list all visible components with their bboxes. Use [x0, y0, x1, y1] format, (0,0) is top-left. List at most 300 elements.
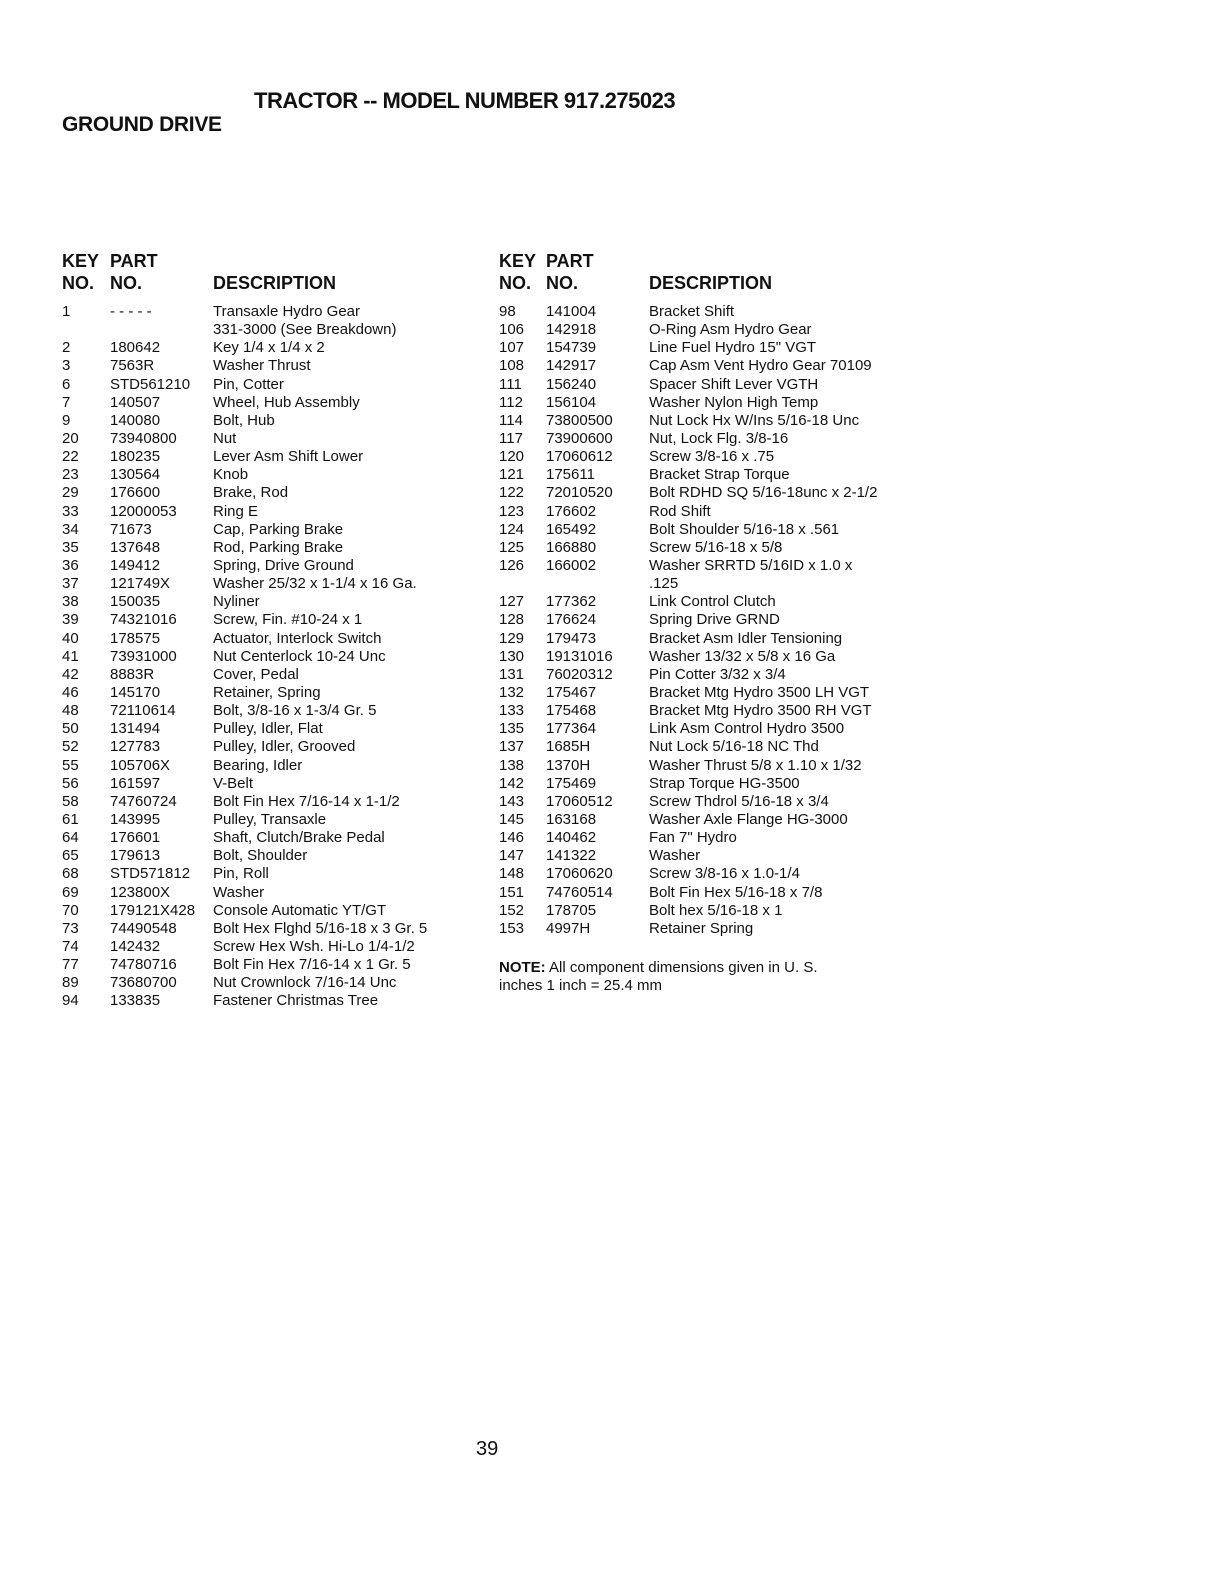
key-number: 117	[499, 429, 523, 447]
key-number: 148	[499, 865, 525, 883]
parts-row	[62, 666, 472, 684]
part-number: 177362	[546, 593, 597, 611]
parts-row	[62, 303, 472, 321]
key-number: 33	[62, 502, 79, 520]
parts-row	[499, 738, 919, 756]
key-number: 7	[62, 393, 71, 411]
key-number: 9	[62, 411, 71, 429]
parts-row	[62, 575, 472, 593]
part-number: 142917	[546, 357, 597, 375]
parts-row	[62, 720, 472, 738]
part-description: Spring, Drive Ground	[213, 556, 354, 574]
part-description: Spacer Shift Lever VGTH	[649, 375, 819, 393]
part-description: Transaxle Hydro Gear	[213, 303, 360, 320]
part-number: STD571812	[110, 865, 191, 883]
part-description: Washer	[213, 883, 265, 901]
parts-row	[499, 630, 919, 648]
part-description: Washer Thrust	[213, 357, 311, 375]
part-description: Fastener Christmas Tree	[213, 992, 379, 1010]
parts-row	[62, 321, 472, 339]
part-description: Nut Centerlock 10-24 Unc	[213, 647, 386, 665]
parts-row	[499, 720, 919, 738]
parts-row	[499, 829, 919, 847]
key-number: 153	[499, 919, 525, 937]
part-number: - - - - -	[110, 303, 152, 320]
part-number: 176601	[110, 829, 161, 847]
part-number: 179613	[110, 847, 161, 865]
part-description: Bolt Fin Hex 7/16-14 x 1 Gr. 5	[213, 956, 411, 974]
key-number: 135	[499, 720, 525, 738]
part-number: 156104	[546, 393, 597, 411]
key-number: 56	[62, 774, 79, 792]
key-number: 34	[62, 520, 79, 538]
header-key-label: KEY	[62, 251, 100, 271]
note-label: NOTE:	[499, 959, 546, 976]
part-description: Washer 13/32 x 5/8 x 16 Ga	[649, 647, 836, 665]
parts-row	[62, 702, 472, 720]
parts-row	[499, 376, 919, 394]
parts-row	[62, 339, 472, 357]
part-description: Nyliner	[213, 593, 260, 611]
part-number: 73900600	[546, 429, 613, 447]
part-description: Bolt Shoulder 5/16-18 x .561	[649, 520, 840, 538]
key-number: 29	[62, 484, 79, 502]
key-number: 74	[62, 937, 79, 955]
part-description: Wheel, Hub Assembly	[213, 393, 360, 411]
key-number: 98	[499, 303, 516, 320]
parts-row	[499, 575, 919, 593]
parts-row	[62, 357, 472, 375]
part-number: 1370H	[546, 756, 591, 774]
part-number: 140507	[110, 393, 161, 411]
part-number: 177364	[546, 720, 597, 738]
part-description: Rod Shift	[649, 502, 711, 520]
parts-row	[62, 775, 472, 793]
parts-row	[62, 557, 472, 575]
key-number: 129	[499, 629, 525, 647]
key-number: 58	[62, 792, 79, 810]
part-description: Cap Asm Vent Hydro Gear 70109	[649, 357, 872, 375]
part-number: 142432	[110, 937, 161, 955]
part-description: Strap Torque HG-3500	[649, 774, 800, 792]
key-number: 23	[62, 466, 79, 484]
key-number: 65	[62, 847, 79, 865]
part-number: 143995	[110, 810, 161, 828]
part-number: 156240	[546, 375, 597, 393]
key-number: 2	[62, 339, 71, 357]
part-description: 331-3000 (See Breakdown)	[213, 321, 397, 339]
parts-row	[499, 684, 919, 702]
part-number: 73800500	[546, 411, 613, 429]
key-number: 138	[499, 756, 525, 774]
part-description: Nut Lock Hx W/Ins 5/16-18 Unc	[649, 411, 860, 429]
key-number: 147	[499, 847, 525, 865]
key-number: 111	[499, 375, 522, 393]
parts-row	[499, 521, 919, 539]
header-key-no-label: NO.	[499, 273, 532, 293]
key-number: 130	[499, 647, 525, 665]
key-number: 106	[499, 321, 525, 339]
parts-row	[62, 412, 472, 430]
key-number: 6	[62, 375, 71, 393]
parts-row	[62, 992, 472, 1010]
key-number: 89	[62, 974, 79, 992]
part-description: Screw 3/8-16 x 1.0-1/4	[649, 865, 800, 883]
part-description: Bearing, Idler	[213, 756, 303, 774]
parts-row	[499, 339, 919, 357]
parts-row	[499, 557, 919, 575]
parts-row	[62, 902, 472, 920]
part-description: Nut Crownlock 7/16-14 Unc	[213, 974, 397, 992]
parts-list-left	[62, 251, 472, 1010]
key-number: 131	[499, 665, 525, 683]
part-description: Pulley, Idler, Flat	[213, 720, 323, 738]
parts-row	[62, 630, 472, 648]
key-number: 39	[62, 611, 79, 629]
parts-row	[499, 321, 919, 339]
key-number: 38	[62, 593, 79, 611]
part-description: Pulley, Transaxle	[213, 810, 327, 828]
parts-row	[499, 484, 919, 502]
part-number: 161597	[110, 774, 161, 792]
parts-row	[499, 702, 919, 720]
part-number: 74760724	[110, 792, 177, 810]
part-number: 150035	[110, 593, 161, 611]
header-part-label: PART	[546, 251, 594, 271]
part-number: 127783	[110, 738, 161, 756]
part-number: 72110614	[110, 702, 176, 720]
part-description: Bracket Strap Torque	[649, 466, 790, 484]
parts-row	[62, 394, 472, 412]
part-description: O-Ring Asm Hydro Gear	[649, 321, 812, 339]
part-number: 179473	[546, 629, 597, 647]
header-key-label: KEY	[499, 251, 537, 271]
key-number: 151	[499, 883, 525, 901]
key-number: 52	[62, 738, 79, 756]
key-number: 64	[62, 829, 79, 847]
key-number: 137	[499, 738, 525, 756]
key-number: 55	[62, 756, 79, 774]
parts-row	[499, 811, 919, 829]
key-number: 41	[62, 647, 79, 665]
key-number: 107	[499, 339, 525, 357]
key-number: 94	[62, 992, 79, 1010]
key-number: 69	[62, 883, 79, 901]
key-number: 142	[499, 774, 525, 792]
parts-row	[499, 884, 919, 902]
key-number: 127	[499, 593, 525, 611]
part-number: 1685H	[546, 738, 591, 756]
key-number: 120	[499, 448, 525, 466]
key-number: 143	[499, 792, 525, 810]
part-number: 17060512	[546, 792, 613, 810]
header-part-no-label: NO.	[546, 273, 579, 293]
part-number: 8883R	[110, 665, 155, 683]
part-description: Retainer, Spring	[213, 683, 321, 701]
part-description: Link Control Clutch	[649, 593, 776, 611]
parts-row	[62, 974, 472, 992]
part-number: 140462	[546, 829, 597, 847]
part-number: 121749X	[110, 575, 171, 593]
key-number: 152	[499, 901, 525, 919]
part-number: 176600	[110, 484, 161, 502]
parts-row	[499, 303, 919, 321]
header-part-no-label: NO.	[110, 273, 143, 293]
part-number: 178705	[546, 901, 597, 919]
part-number: 133835	[110, 992, 161, 1010]
part-number: 165492	[546, 520, 597, 538]
part-description: Bolt hex 5/16-18 x 1	[649, 901, 783, 919]
page-number: 39	[476, 1438, 499, 1460]
part-number: 175467	[546, 683, 597, 701]
parts-row	[499, 648, 919, 666]
key-number: 36	[62, 556, 79, 574]
parts-row	[62, 448, 472, 466]
part-description: Brake, Rod	[213, 484, 289, 502]
part-number: 166002	[546, 556, 597, 574]
parts-row	[62, 521, 472, 539]
part-number: 175611	[546, 466, 595, 484]
part-number: 176602	[546, 502, 597, 520]
key-number: 1	[62, 303, 71, 320]
key-number: 70	[62, 901, 79, 919]
parts-row	[499, 847, 919, 865]
parts-row	[499, 865, 919, 883]
parts-row	[499, 466, 919, 484]
parts-row	[62, 484, 472, 502]
key-number: 108	[499, 357, 525, 375]
part-description: Washer SRRTD 5/16ID x 1.0 x	[649, 556, 853, 574]
part-number: 141004	[546, 303, 597, 320]
part-number: 71673	[110, 520, 152, 538]
part-description: Cap, Parking Brake	[213, 520, 344, 538]
parts-list-header	[499, 251, 919, 303]
part-description: Lever Asm Shift Lower	[213, 448, 364, 466]
key-number: 132	[499, 683, 525, 701]
part-description: Bolt, Hub	[213, 411, 275, 429]
part-description: Washer Axle Flange HG-3000	[649, 810, 848, 828]
part-number: 12000053	[110, 502, 177, 520]
key-number: 37	[62, 575, 79, 593]
key-number: 114	[499, 411, 523, 429]
part-number: 175468	[546, 702, 597, 720]
part-description: Shaft, Clutch/Brake Pedal	[213, 829, 385, 847]
key-number: 35	[62, 538, 79, 556]
header-description-label: DESCRIPTION	[213, 273, 337, 293]
part-number: 131494	[110, 720, 161, 738]
part-description: Pin Cotter 3/32 x 3/4	[649, 665, 786, 683]
part-description: Bolt Fin Hex 7/16-14 x 1-1/2	[213, 792, 400, 810]
parts-row	[62, 757, 472, 775]
part-description: Washer	[649, 847, 701, 865]
parts-row	[62, 829, 472, 847]
part-number: 145170	[110, 683, 161, 701]
part-number: 123800X	[110, 883, 171, 901]
key-number: 112	[499, 393, 523, 411]
parts-row	[62, 884, 472, 902]
part-number: 74490548	[110, 919, 177, 937]
part-number: 17060620	[546, 865, 613, 883]
part-description: Key 1/4 x 1/4 x 2	[213, 339, 325, 357]
key-number: 124	[499, 520, 525, 538]
parts-list-header	[62, 251, 472, 303]
parts-row	[499, 920, 919, 938]
parts-row	[62, 938, 472, 956]
part-number: 180235	[110, 448, 161, 466]
part-description: V-Belt	[213, 774, 254, 792]
part-number: STD561210	[110, 375, 191, 393]
key-number: 126	[499, 556, 525, 574]
parts-row	[62, 865, 472, 883]
part-number: 154739	[546, 339, 597, 357]
parts-row	[499, 412, 919, 430]
part-description: Bolt Hex Flghd 5/16-18 x 3 Gr. 5	[213, 919, 428, 937]
part-number: 105706X	[110, 756, 171, 774]
part-number: 17060612	[546, 448, 613, 466]
page-title: TRACTOR -- MODEL NUMBER 917.275023	[254, 88, 676, 113]
part-number: 175469	[546, 774, 597, 792]
part-number: 163168	[546, 810, 597, 828]
part-number: 74780716	[110, 956, 177, 974]
key-number: 48	[62, 702, 79, 720]
part-description: Ring E	[213, 502, 259, 520]
part-description: Bracket Shift	[649, 303, 735, 320]
key-number: 20	[62, 429, 79, 447]
part-description: Bracket Mtg Hydro 3500 RH VGT	[649, 702, 872, 720]
part-description: Link Asm Control Hydro 3500	[649, 720, 845, 738]
part-description: Bolt RDHD SQ 5/16-18unc x 2-1/2	[649, 484, 878, 502]
dimension-note	[499, 959, 899, 995]
parts-row	[62, 956, 472, 974]
part-description: Retainer Spring	[649, 919, 754, 937]
part-description: Actuator, Interlock Switch	[213, 629, 382, 647]
part-description: .125	[649, 575, 679, 593]
part-number: 73680700	[110, 974, 177, 992]
parts-row	[499, 448, 919, 466]
part-number: 180642	[110, 339, 161, 357]
part-number: 130564	[110, 466, 161, 484]
part-description: Washer 25/32 x 1-1/4 x 16 Ga.	[213, 575, 417, 593]
parts-row	[62, 648, 472, 666]
part-description: Bolt, 3/8-16 x 1-3/4 Gr. 5	[213, 702, 377, 720]
part-number: 149412	[110, 556, 161, 574]
parts-row	[499, 430, 919, 448]
parts-row	[62, 684, 472, 702]
part-description: Screw 5/16-18 x 5/8	[649, 538, 783, 556]
part-description: Console Automatic YT/GT	[213, 901, 387, 919]
key-number: 121	[499, 466, 525, 484]
part-number: 73940800	[110, 429, 177, 447]
parts-row	[62, 503, 472, 521]
parts-row	[499, 503, 919, 521]
key-number: 125	[499, 538, 525, 556]
key-number: 122	[499, 484, 525, 502]
part-description: Washer Nylon High Temp	[649, 393, 819, 411]
parts-row	[62, 593, 472, 611]
part-description: Bracket Mtg Hydro 3500 LH VGT	[649, 683, 870, 701]
part-description: Nut, Lock Flg. 3/8-16	[649, 429, 789, 447]
part-description: Pulley, Idler, Grooved	[213, 738, 356, 756]
part-description: Cover, Pedal	[213, 665, 299, 683]
section-title: GROUND DRIVE	[62, 113, 222, 136]
part-number: 179121X428	[110, 901, 196, 919]
part-description: Pin, Roll	[213, 865, 269, 883]
part-number: 142918	[546, 321, 597, 339]
header-description-label: DESCRIPTION	[649, 273, 773, 293]
key-number: 3	[62, 357, 71, 375]
part-number: 141322	[546, 847, 597, 865]
part-description: Screw Hex Wsh. Hi-Lo 1/4-1/2	[213, 937, 415, 955]
part-description: Knob	[213, 466, 249, 484]
parts-row	[499, 666, 919, 684]
part-number: 166880	[546, 538, 597, 556]
key-number: 42	[62, 665, 79, 683]
parts-row	[62, 466, 472, 484]
header-part-label: PART	[110, 251, 158, 271]
parts-row	[62, 611, 472, 629]
part-number: 4997H	[546, 919, 591, 937]
parts-row	[62, 920, 472, 938]
part-description: Screw Thdrol 5/16-18 x 3/4	[649, 792, 829, 810]
part-number: 178575	[110, 629, 161, 647]
key-number: 145	[499, 810, 525, 828]
parts-row	[499, 611, 919, 629]
parts-row	[62, 539, 472, 557]
key-number: 123	[499, 502, 525, 520]
note-text-line2: inches 1 inch = 25.4 mm	[499, 977, 663, 994]
header-key-no-label: NO.	[62, 273, 95, 293]
parts-row	[499, 357, 919, 375]
part-description: Fan 7" Hydro	[649, 829, 737, 847]
key-number: 50	[62, 720, 79, 738]
part-number: 74321016	[110, 611, 177, 629]
part-description: Bolt Fin Hex 5/16-18 x 7/8	[649, 883, 823, 901]
key-number: 133	[499, 702, 525, 720]
parts-row	[499, 539, 919, 557]
key-number: 73	[62, 919, 79, 937]
key-number: 128	[499, 611, 525, 629]
part-description: Nut Lock 5/16-18 NC Thd	[649, 738, 819, 756]
parts-row	[62, 738, 472, 756]
part-description: Screw, Fin. #10-24 x 1	[213, 611, 363, 629]
parts-rows-right	[499, 303, 919, 938]
key-number: 68	[62, 865, 79, 883]
part-number: 137648	[110, 538, 161, 556]
key-number: 22	[62, 448, 79, 466]
key-number: 46	[62, 683, 79, 701]
part-number: 7563R	[110, 357, 155, 375]
parts-row	[62, 847, 472, 865]
part-number: 72010520	[546, 484, 613, 502]
part-description: Bolt, Shoulder	[213, 847, 308, 865]
note-text-line1: All component dimensions given in U. S.	[549, 959, 818, 976]
parts-row	[62, 793, 472, 811]
part-description: Spring Drive GRND	[649, 611, 780, 629]
part-number: 140080	[110, 411, 161, 429]
part-description: Rod, Parking Brake	[213, 538, 344, 556]
key-number: 40	[62, 629, 79, 647]
key-number: 61	[62, 810, 79, 828]
parts-row	[499, 793, 919, 811]
key-number: 146	[499, 829, 525, 847]
parts-row	[62, 430, 472, 448]
parts-row	[62, 376, 472, 394]
key-number: 77	[62, 956, 79, 974]
part-description: Pin, Cotter	[213, 375, 284, 393]
part-description: Line Fuel Hydro 15" VGT	[649, 339, 817, 357]
part-number: 19131016	[546, 647, 613, 665]
part-description: Screw 3/8-16 x .75	[649, 448, 775, 466]
